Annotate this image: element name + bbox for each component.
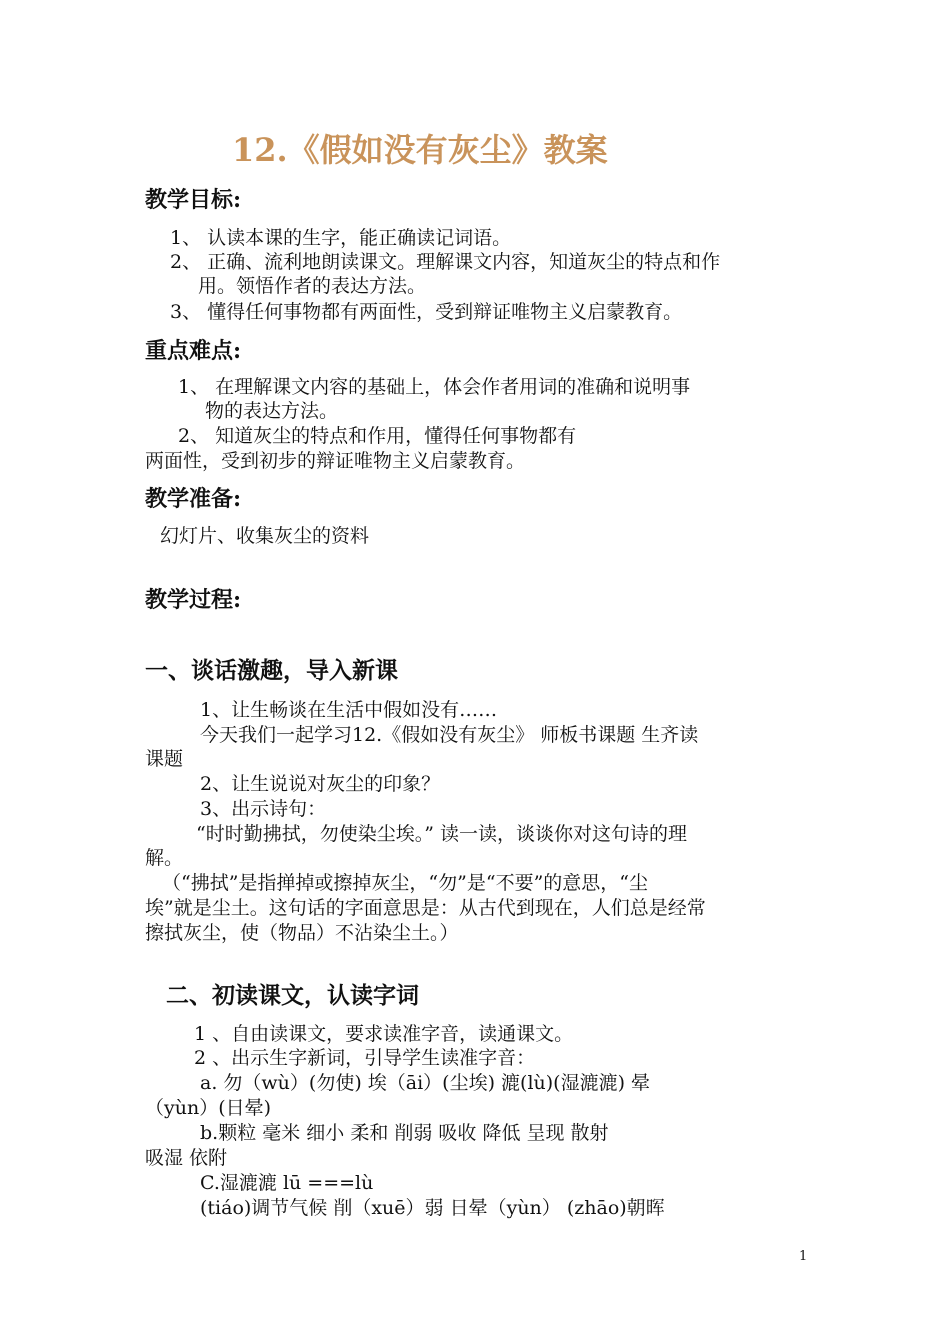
key-line: 2、 知道灰尘的特点和作用，懂得任何事物都有 xyxy=(178,425,577,447)
section1-line: 3、出示诗句： xyxy=(200,798,327,820)
key-line: 物的表达方法。 xyxy=(205,400,339,422)
section1-line: 1、让生畅谈在生活中假如没有…… xyxy=(200,699,498,721)
section2-line: 1 、自由读课文，要求读准字音，读通课文。 xyxy=(194,1023,574,1045)
section2-line: (tiáo)调节气候 削（xuē）弱 日晕（yùn） (zhāo)朝晖 xyxy=(200,1197,665,1219)
section2-heading: 二、初读课文，认读字词 xyxy=(166,982,419,1009)
goals-heading: 教学目标: xyxy=(145,187,242,213)
key-line: 1、 在理解课文内容的基础上，体会作者用词的准确和说明事 xyxy=(178,376,691,398)
section2-line: （yùn）(日晕) xyxy=(145,1097,272,1119)
section1-heading: 一、谈话激趣，导入新课 xyxy=(145,657,398,684)
prep-heading: 教学准备: xyxy=(145,486,242,512)
section2-line: C.湿漉漉 lū ===lù xyxy=(200,1172,374,1194)
key-line: 两面性，受到初步的辩证唯物主义启蒙教育。 xyxy=(145,450,526,472)
prep-text: 幻灯片、收集灰尘的资料 xyxy=(160,525,370,547)
section1-line: 解。 xyxy=(145,847,184,869)
page-number: 1 xyxy=(799,1249,808,1264)
process-heading: 教学过程: xyxy=(145,587,242,613)
goal-line: 用。领悟作者的表达方法。 xyxy=(198,275,427,297)
section2-line: b.颗粒 毫米 细小 柔和 削弱 吸收 降低 呈现 散射 xyxy=(200,1122,609,1144)
goal-line: 2、 正确、流利地朗读课文。理解课文内容，知道灰尘的特点和作 xyxy=(170,251,721,273)
section2-line: a. 勿（wù）(勿使) 埃（āi）(尘埃) 漉(lù)(湿漉漉) 晕 xyxy=(200,1072,651,1094)
goal-line: 3、 懂得任何事物都有两面性，受到辩证唯物主义启蒙教育。 xyxy=(170,301,683,323)
section1-line: （“拂拭”是指掸掉或擦掉灰尘，“勿”是“不要”的意思，“尘 xyxy=(162,872,648,894)
section1-line: “时时勤拂拭，勿使染尘埃。” 读一读，谈谈你对这句诗的理 xyxy=(196,823,687,845)
section2-line: 2 、出示生字新词，引导学生读准字音： xyxy=(194,1047,536,1069)
document-title: 12.《假如没有灰尘》教案 xyxy=(232,131,608,169)
section1-line: 擦拭灰尘，使（物品）不沾染尘土。） xyxy=(145,922,459,944)
goal-line: 1、 认读本课的生字，能正确读记词语。 xyxy=(170,227,512,249)
section1-line: 今天我们一起学习12.《假如没有灰尘》 师板书课题 生齐读 xyxy=(200,724,699,746)
key-heading: 重点难点: xyxy=(145,338,242,364)
section1-line: 埃”就是尘土。这句话的字面意思是：从古代到现在，人们总是经常 xyxy=(145,897,706,919)
section1-line: 课题 xyxy=(145,748,184,770)
section2-line: 吸湿 依附 xyxy=(145,1147,228,1169)
section1-line: 2、让生说说对灰尘的印象？ xyxy=(200,773,441,795)
